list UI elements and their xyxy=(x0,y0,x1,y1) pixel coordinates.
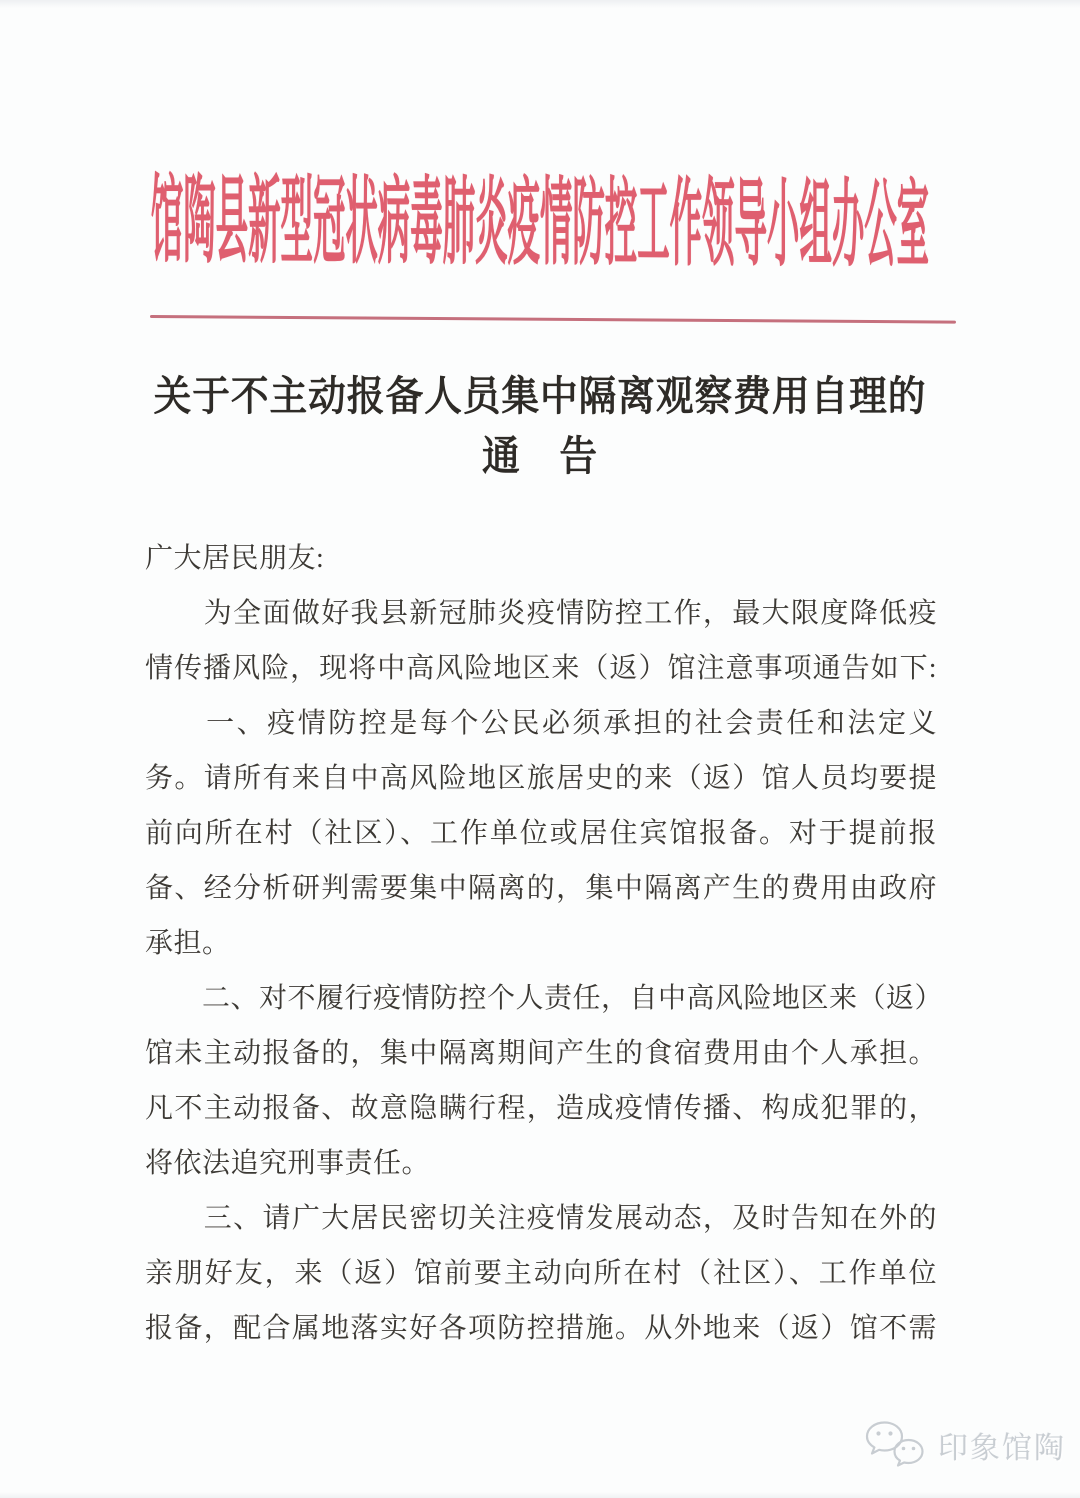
body-line: 一、疫情防控是每个公民必须承担的社会责任和法定义 xyxy=(145,708,937,739)
red-divider xyxy=(150,315,956,324)
letterhead xyxy=(0,168,1080,280)
body-line: 为全面做好我县新冠肺炎疫情防控工作，最大限度降低疫 xyxy=(145,598,937,629)
watermark-label: 印象馆陶 xyxy=(938,1432,1066,1465)
wechat-icon xyxy=(864,1420,926,1470)
body-line: 广大居民朋友: xyxy=(145,543,325,574)
notice-body xyxy=(145,531,944,1356)
notice-title-line1: 关于不主动报备人员集中隔离观察费用自理的 xyxy=(153,373,927,419)
notice-title-line2: 通 告 xyxy=(482,433,598,479)
body-line: 三、请广大居民密切关注疫情发展动态，及时告知在外的 xyxy=(145,1203,937,1234)
body-line: 前向所在村（社区）、工作单位或居住宾馆报备。对于提前报 xyxy=(145,818,937,849)
notice-title xyxy=(0,366,1080,486)
body-line: 承担。 xyxy=(145,928,231,959)
watermark xyxy=(864,1420,1066,1470)
body-line: 报备，配合属地落实好各项防控措施。从外地来（返）馆不需 xyxy=(145,1313,937,1344)
body-line: 凡不主动报备、故意隐瞒行程，造成疫情传播、构成犯罪的， xyxy=(145,1093,937,1124)
body-line: 务。请所有来自中高风险地区旅居史的来（返）馆人员均要提 xyxy=(145,763,937,794)
body-line: 将依法追究刑事责任。 xyxy=(145,1148,431,1179)
body-line: 情传播风险，现将中高风险地区来（返）馆注意事项通告如下: xyxy=(145,653,937,684)
body-line: 二、对不履行疫情防控个人责任，自中高风险地区来（返） xyxy=(145,983,944,1014)
letterhead-text: 馆陶县新型冠状病毒肺炎疫情防控工作领导小组办公室 xyxy=(150,168,930,280)
body-line: 馆未主动报备的，集中隔离期间产生的食宿费用由个人承担。 xyxy=(145,1038,937,1069)
body-line: 亲朋好友，来（返）馆前要主动向所在村（社区）、工作单位 xyxy=(145,1258,937,1289)
body-line: 备、经分析研判需要集中隔离的，集中隔离产生的费用由政府 xyxy=(145,873,937,904)
